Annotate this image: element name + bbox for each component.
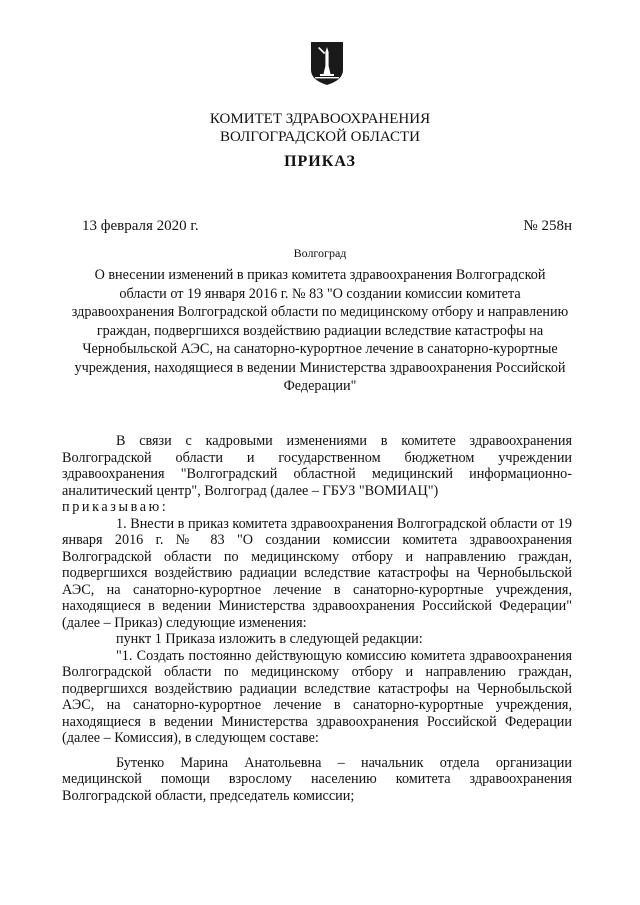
organization-line-2: ВОЛГОГРАДСКОЙ ОБЛАСТИ [220, 129, 420, 145]
body-paragraph-1: В связи с кадровыми изменениями в комитете здравоохранения Волгоградской области и государственном бюджетном учреждении здравоохранения "Волгоградский областной медицинский информационно-аналитический центр", Волгоград (далее – ГБУЗ "ВОМИАЦ") [62, 433, 572, 499]
document-subject: О внесении изменений в приказ комитета здравоохранения Волгоградской области от 19 января 2016 г. № 83 "О создании комиссии комитета здравоохранения Волгоградской области по медицинскому отбору и направлению граждан, подвергшихся воздействию радиации вследствие катастрофы на Чернобыльской АЭС, на санаторно-курортное лечение в санаторно-курортные учреждения, находящиеся в ведении Министерства здравоохранения Российской Федерации" [71, 267, 569, 394]
organization-line-1: КОМИТЕТ ЗДРАВООХРАНЕНИЯ [209, 111, 431, 127]
document-date: 13 февраля 2020 г. [82, 218, 199, 234]
body-paragraph-quote: "1. Создать постоянно действующую комиссию комитета здравоохранения Волгоградской области по медицинскому отбору и направлению граждан, подвергшихся воздействию радиации вследствие катастрофы на Чернобыльской АЭС, на санаторно-курортное лечение в санаторно-курортные учреждения, находящиеся в ведении Министерства здравоохранения Российской Федерации (далее – Комиссия), в следующем составе: [62, 647, 572, 746]
coat-of-arms-icon [309, 40, 345, 86]
document-type: ПРИКАЗ [284, 153, 356, 170]
document-body [62, 433, 572, 804]
document-city: Волгоград [293, 246, 347, 260]
body-paragraph-item-1: 1. Внести в приказ комитета здравоохранения Волгоградской области от 19 января 2016 г. № 83 "О создании комиссии комитета здравоохранения Волгоградской области по медицинскому отбору и направлению граждан, подвергшихся воздействию радиации вследствие катастрофы на Чернобыльской АЭС, на санаторно-курортное лечение в санаторно-курортные учреждения, находящиеся в ведении Министерства здравоохранения Российской Федерации" (далее – Приказ) следующие изменения: [62, 515, 572, 631]
body-paragraph-member: Бутенко Марина Анатольевна – начальник отдела организации медицинской помощи взрослому населению комитета здравоохранения Волгоградской области, председатель комиссии; [62, 754, 572, 804]
body-order-word: приказываю: [62, 499, 169, 515]
organization-name [0, 110, 640, 146]
body-paragraph-clause: пункт 1 Приказа изложить в следующей редакции: [116, 631, 423, 647]
document-number: № 258н [523, 218, 572, 234]
